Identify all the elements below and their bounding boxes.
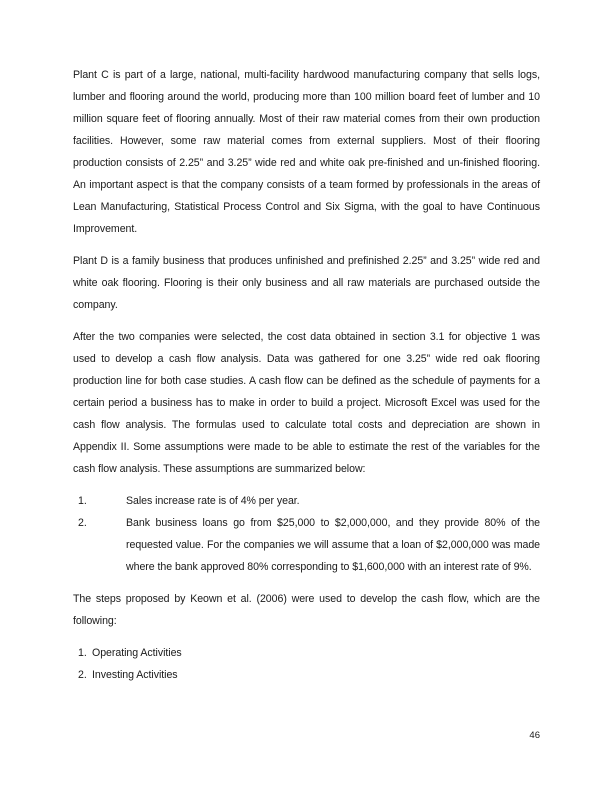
paragraph-cash-flow: After the two companies were selected, the cost data obtained in section 3.1 for objective 1 was used to develop a cash flow analysis. Data was gathered for one 3.25” wide red oak flooring production line for both case studies. A cash flow can be defined as the schedule of payments for a certain period a business has to make in order to build a project. Microsoft Excel was used for the cash flow analysis. The formulas used to calculate total costs and depreciation are shown in Appendix II. Some assumptions were made to be able to estimate the rest of the variables for the cash flow analysis. These assumptions are summarized below: (73, 331, 540, 475)
list-item (73, 512, 540, 578)
paragraph-steps: The steps proposed by Keown et al. (2006) were used to develop the cash flow, which are the following: (73, 593, 540, 627)
list-item-number: 1. (78, 495, 87, 507)
list-item-number: 1. (78, 647, 87, 659)
list-item-text: Sales increase rate is of 4% per year. (126, 495, 300, 507)
assumptions-list (73, 490, 540, 578)
body-text (73, 64, 540, 696)
list-item (73, 490, 540, 512)
list-item-text: Bank business loans go from $25,000 to $2,000,000, and they provide 80% of the requested value. For the companies we will assume that a loan of $2,000,000 was made where the bank approved 80% corresponding to $1,600,000 with an interest rate of 9%. (126, 517, 540, 573)
paragraph-plant-d: Plant D is a family business that produces unfinished and prefinished 2.25” and 3.25” wide red and white oak flooring. Flooring is their only business and all raw materials are purchased outside the company. (73, 255, 540, 311)
list-item (73, 642, 540, 664)
list-item-text: Operating Activities (92, 647, 182, 659)
list-item (73, 664, 540, 686)
steps-list (73, 642, 540, 686)
list-item-number: 2. (78, 669, 87, 681)
paragraph-plant-c: Plant C is part of a large, national, multi-facility hardwood manufacturing company that sells logs, lumber and flooring around the world, producing more than 100 million board feet of lumber and 10 million square feet of flooring annually. Most of their raw material comes from their own production facilities. However, some raw material comes from external suppliers. Most of their flooring production consists of 2.25” and 3.25” wide red and white oak pre-finished and un-finished flooring. An important aspect is that the company consists of a team formed by professionals in the areas of Lean Manufacturing, Statistical Process Control and Six Sigma, with the goal to have Continuous Improvement. (73, 69, 540, 235)
page-number: 46 (529, 730, 540, 741)
list-item-text: Investing Activities (92, 669, 178, 681)
list-item-number: 2. (78, 517, 87, 529)
